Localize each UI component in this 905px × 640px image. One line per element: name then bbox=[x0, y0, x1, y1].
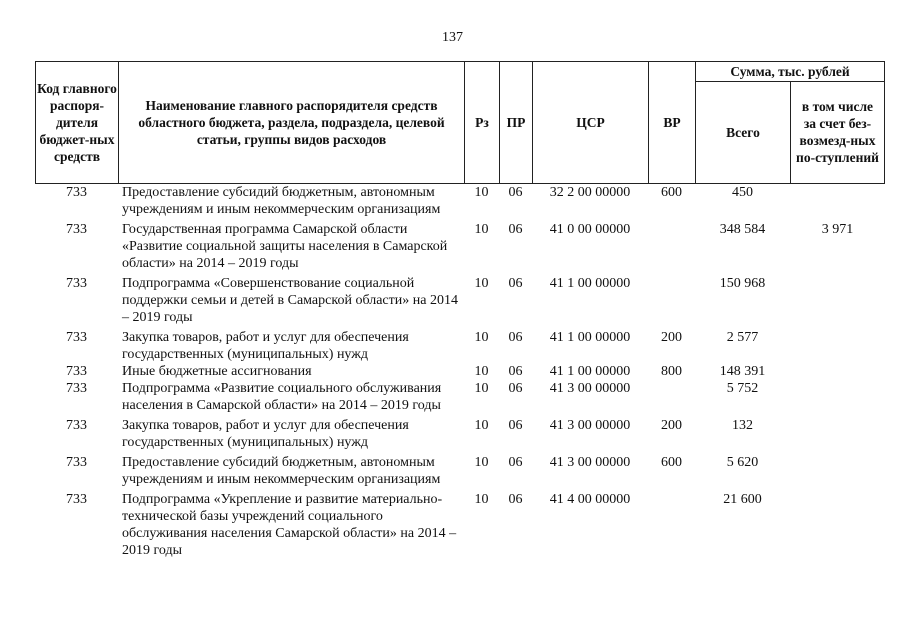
cell-name: Подпрограмма «Совершенствование социальной поддержки семьи и детей в Самарской области» на 2014 – 2019 годы bbox=[122, 276, 458, 325]
cell-code: 733 bbox=[66, 185, 87, 200]
table-row bbox=[35, 184, 885, 218]
header-code: Код главного распоря-дителя бюджет-ных средств bbox=[36, 62, 119, 183]
cell-name: Предоставление субсидий бюджетным, автономным учреждениям и иным некоммерческим организациям bbox=[122, 455, 441, 487]
cell-name: Иные бюджетные ассигнования bbox=[122, 364, 312, 379]
cell-code: 733 bbox=[66, 364, 87, 379]
cell-rz: 10 bbox=[474, 330, 489, 345]
cell-rz: 10 bbox=[474, 455, 489, 470]
cell-pr: 06 bbox=[508, 455, 523, 470]
table-row bbox=[35, 275, 885, 326]
header-csr: ЦСР bbox=[533, 62, 649, 183]
cell-name: Закупка товаров, работ и услуг для обеспечения государственных (муниципальных) нужд bbox=[122, 418, 409, 450]
table-body bbox=[35, 184, 885, 559]
cell-rz: 10 bbox=[474, 222, 489, 237]
cell-csr: 32 2 00 00000 bbox=[549, 185, 631, 200]
cell-total: 148 391 bbox=[719, 364, 766, 379]
cell-csr: 41 1 00 00000 bbox=[549, 364, 631, 379]
header-free: в том числе за счет без-возмезд-ных по-ступлений bbox=[796, 99, 879, 165]
cell-code: 733 bbox=[66, 276, 87, 291]
cell-vr: 600 bbox=[661, 455, 682, 470]
cell-name: Подпрограмма «Развитие социального обслуживания населения в Самарской области» на 2014 – 2019 годы bbox=[122, 381, 442, 413]
cell-total: 2 577 bbox=[726, 330, 759, 345]
table-row bbox=[35, 491, 885, 559]
table-row bbox=[35, 363, 885, 380]
cell-pr: 06 bbox=[508, 330, 523, 345]
cell-total: 5 620 bbox=[726, 455, 759, 470]
cell-csr: 41 1 00 00000 bbox=[549, 330, 631, 345]
cell-vr: 600 bbox=[661, 185, 682, 200]
table-header bbox=[35, 61, 885, 184]
cell-pr: 06 bbox=[508, 222, 523, 237]
cell-pr: 06 bbox=[508, 276, 523, 291]
cell-csr: 41 4 00 00000 bbox=[549, 492, 631, 507]
cell-total: 150 968 bbox=[719, 276, 766, 291]
cell-pr: 06 bbox=[508, 185, 523, 200]
header-sum: Сумма, тыс. рублей bbox=[696, 62, 884, 82]
cell-code: 733 bbox=[66, 492, 87, 507]
cell-vr: 800 bbox=[661, 364, 682, 379]
table-row bbox=[35, 454, 885, 488]
table-row bbox=[35, 417, 885, 451]
cell-csr: 41 3 00 00000 bbox=[549, 455, 631, 470]
cell-vr: 200 bbox=[661, 330, 682, 345]
table-row bbox=[35, 221, 885, 272]
cell-free: 3 971 bbox=[821, 222, 854, 237]
cell-name: Закупка товаров, работ и услуг для обеспечения государственных (муниципальных) нужд bbox=[122, 330, 409, 362]
page-number: 137 bbox=[442, 30, 463, 45]
header-name: Наименование главного распорядителя средств областного бюджета, раздела, подраздела, целевой статьи, группы видов расходов bbox=[119, 62, 465, 183]
cell-total: 5 752 bbox=[726, 381, 759, 396]
cell-rz: 10 bbox=[474, 364, 489, 379]
cell-total: 450 bbox=[732, 185, 753, 200]
header-rz: Рз bbox=[465, 62, 500, 183]
cell-name: Подпрограмма «Укрепление и развитие материально-технической базы учреждений социального обслуживания населения Самарской области» на 2014 – 2019 годы bbox=[122, 492, 457, 558]
cell-total: 21 600 bbox=[723, 492, 762, 507]
cell-code: 733 bbox=[66, 455, 87, 470]
cell-rz: 10 bbox=[474, 381, 489, 396]
cell-rz: 10 bbox=[474, 418, 489, 433]
cell-code: 733 bbox=[66, 222, 87, 237]
header-pr: ПР bbox=[500, 62, 533, 183]
cell-name: Государственная программа Самарской области «Развитие социальной защиты населения в Самарской области» на 2014 – 2019 годы bbox=[122, 222, 448, 271]
cell-vr: 200 bbox=[661, 418, 682, 433]
header-sum-group bbox=[696, 62, 884, 183]
cell-name: Предоставление субсидий бюджетным, автономным учреждениям и иным некоммерческим организациям bbox=[122, 185, 441, 217]
cell-pr: 06 bbox=[508, 364, 523, 379]
cell-rz: 10 bbox=[474, 276, 489, 291]
cell-csr: 41 0 00 00000 bbox=[549, 222, 631, 237]
cell-total: 132 bbox=[732, 418, 753, 433]
cell-code: 733 bbox=[66, 418, 87, 433]
cell-pr: 06 bbox=[508, 492, 523, 507]
cell-pr: 06 bbox=[508, 381, 523, 396]
cell-code: 733 bbox=[66, 330, 87, 345]
header-vr: ВР bbox=[649, 62, 696, 183]
cell-csr: 41 1 00 00000 bbox=[549, 276, 631, 291]
header-total: Всего bbox=[696, 81, 791, 183]
table-row bbox=[35, 380, 885, 414]
cell-rz: 10 bbox=[474, 492, 489, 507]
cell-total: 348 584 bbox=[719, 222, 766, 237]
table-row bbox=[35, 329, 885, 363]
cell-csr: 41 3 00 00000 bbox=[549, 381, 631, 396]
cell-pr: 06 bbox=[508, 418, 523, 433]
cell-rz: 10 bbox=[474, 185, 489, 200]
cell-csr: 41 3 00 00000 bbox=[549, 418, 631, 433]
cell-code: 733 bbox=[66, 381, 87, 396]
